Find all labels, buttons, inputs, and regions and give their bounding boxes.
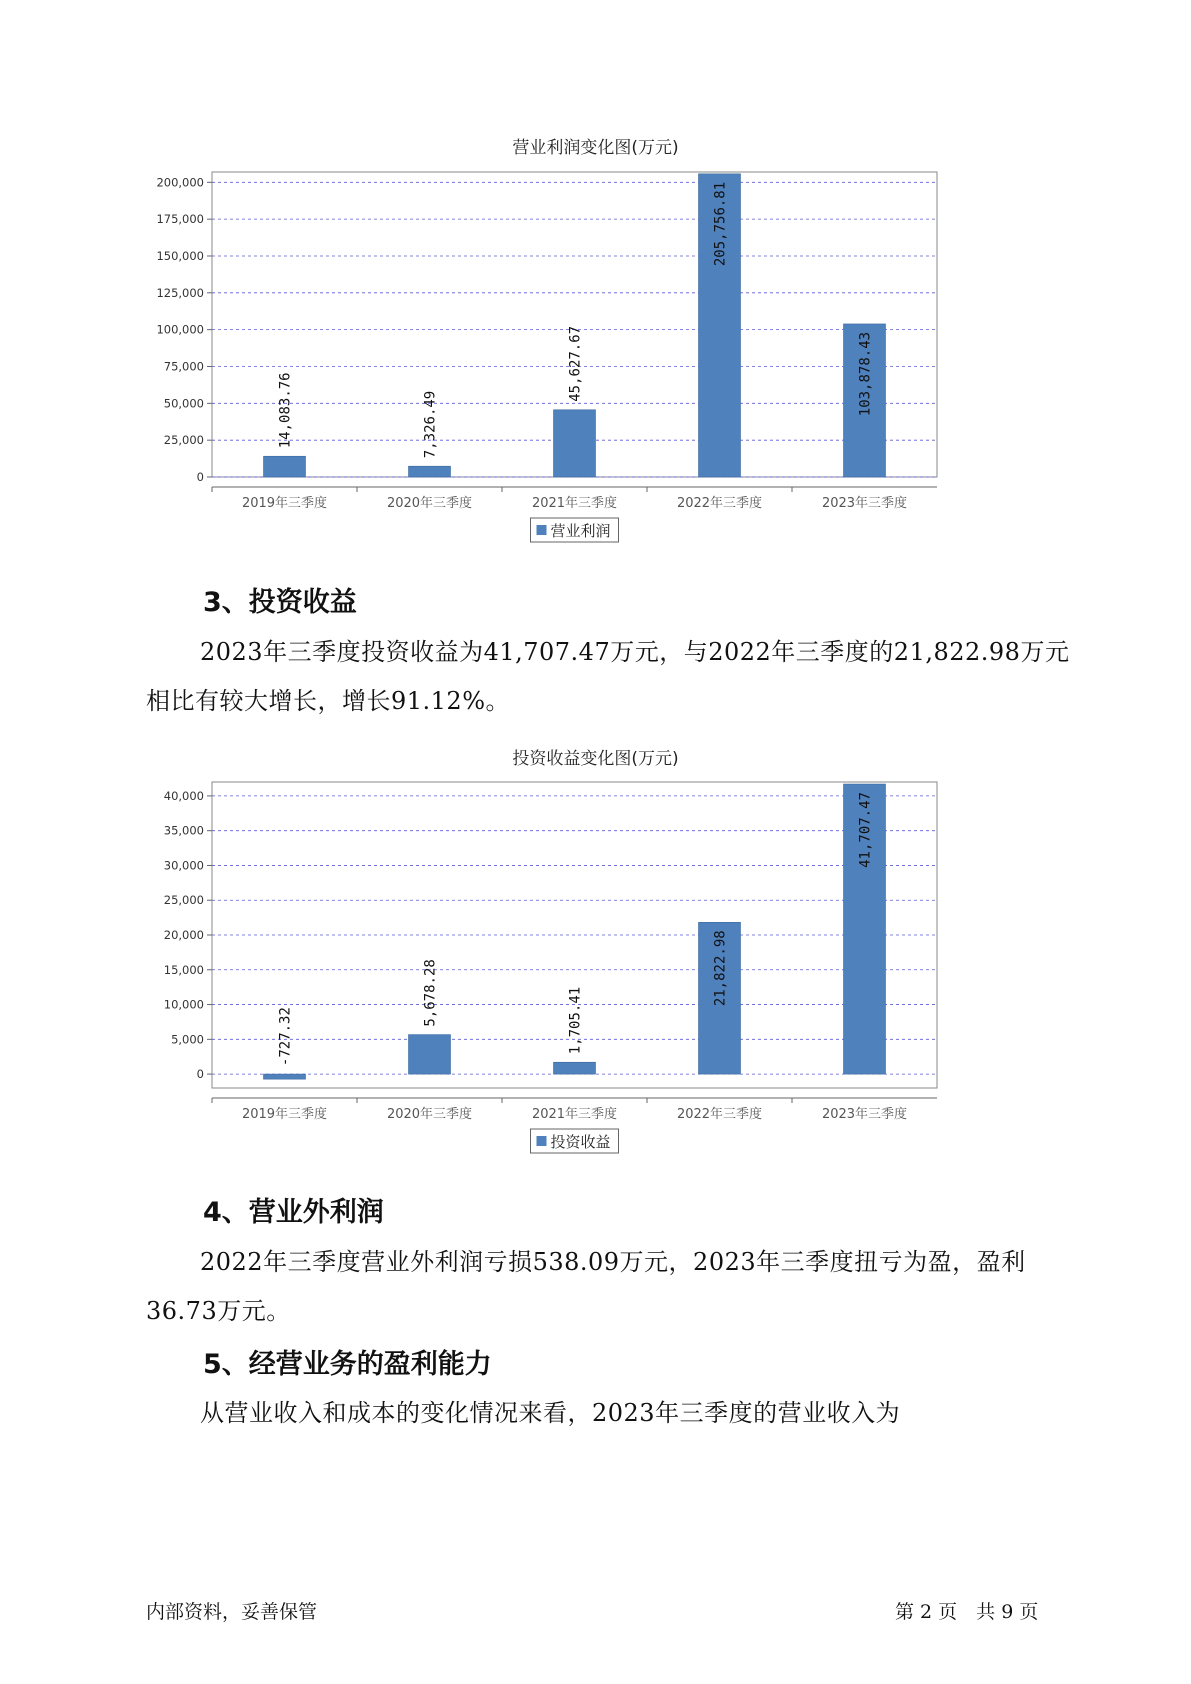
x-tick-label: 2023年三季度 bbox=[821, 496, 908, 511]
y-tick-label: 0 bbox=[196, 470, 204, 484]
data-label: 41,707.47 bbox=[857, 792, 874, 868]
operating-profit-chart bbox=[0, 160, 1191, 580]
data-label: 205,756.81 bbox=[712, 181, 729, 267]
x-tick-label: 2023年三季度 bbox=[821, 1107, 908, 1122]
y-tick-label: 50,000 bbox=[163, 396, 204, 411]
legend-label: 投资收益 bbox=[550, 1133, 611, 1151]
bar bbox=[554, 1062, 596, 1074]
bar bbox=[264, 1074, 306, 1079]
bar bbox=[409, 466, 451, 477]
y-tick-label: 20,000 bbox=[163, 928, 204, 942]
x-tick-label: 2020年三季度 bbox=[386, 1107, 473, 1122]
y-tick-label: 40,000 bbox=[163, 788, 204, 803]
section-heading: 3、投资收益 bbox=[203, 587, 357, 618]
x-tick-label: 2021年三季度 bbox=[531, 1107, 618, 1122]
section-heading: 4、营业外利润 bbox=[203, 1197, 384, 1228]
x-tick-label: 2022年三季度 bbox=[676, 496, 763, 511]
y-tick-label: 35,000 bbox=[163, 823, 204, 838]
y-tick-label: 125,000 bbox=[156, 285, 204, 300]
footer-page-number: 第 2 页 共 9 页 bbox=[895, 1601, 1039, 1623]
x-tick-label: 2021年三季度 bbox=[531, 496, 618, 511]
bar bbox=[554, 410, 596, 477]
data-label: 103,878.43 bbox=[857, 331, 874, 417]
y-tick-label: 25,000 bbox=[163, 433, 204, 448]
legend-label: 营业利润 bbox=[550, 522, 611, 540]
data-label: 5,678.28 bbox=[422, 959, 439, 1027]
footer-confidential-note: 内部资料，妥善保管 bbox=[146, 1601, 318, 1623]
section-heading: 5、经营业务的盈利能力 bbox=[203, 1349, 492, 1380]
legend-swatch bbox=[537, 1136, 547, 1146]
y-tick-label: 150,000 bbox=[156, 248, 204, 263]
x-tick-label: 2020年三季度 bbox=[386, 496, 473, 511]
x-tick-label: 2019年三季度 bbox=[241, 1107, 328, 1122]
y-tick-label: 25,000 bbox=[163, 893, 204, 908]
data-label: 21,822.98 bbox=[712, 930, 729, 1007]
y-tick-label: 200,000 bbox=[156, 175, 204, 190]
y-tick-label: 5,000 bbox=[171, 1032, 204, 1047]
x-tick-label: 2019年三季度 bbox=[241, 496, 328, 511]
x-tick-label: 2022年三季度 bbox=[676, 1107, 763, 1122]
y-tick-label: 75,000 bbox=[163, 359, 204, 374]
data-label: 7,326.49 bbox=[422, 390, 439, 459]
y-tick-label: 30,000 bbox=[163, 858, 204, 873]
section-paragraph: 从营业收入和成本的变化情况来看，2023年三季度的营业收入为 bbox=[200, 1399, 901, 1427]
section-paragraph: 2022年三季度营业外利润亏损538.09万元，2023年三季度扭亏为盈，盈利36.73万元。 bbox=[146, 1248, 1026, 1325]
y-tick-label: 100,000 bbox=[156, 322, 204, 337]
bar bbox=[264, 456, 306, 477]
y-tick-label: 175,000 bbox=[156, 212, 204, 227]
section-paragraph: 2023年三季度投资收益为41,707.47万元，与2022年三季度的21,822.98万元相比有较大增长，增长91.12%。 bbox=[146, 638, 1070, 715]
chart-title: 营业利润变化图(万元) bbox=[512, 138, 679, 158]
data-label: 1,705.41 bbox=[567, 986, 584, 1055]
bar bbox=[409, 1035, 451, 1074]
investment-income-chart bbox=[0, 770, 1191, 1190]
y-tick-label: 10,000 bbox=[163, 997, 204, 1012]
legend-swatch bbox=[537, 525, 547, 535]
y-tick-label: 0 bbox=[196, 1067, 204, 1082]
y-tick-label: 15,000 bbox=[163, 962, 204, 977]
chart-title: 投资收益变化图(万元) bbox=[512, 749, 679, 769]
data-label: 14,083.76 bbox=[277, 372, 294, 449]
data-label: -727.32 bbox=[277, 1007, 294, 1067]
data-label: 45,627.67 bbox=[567, 325, 584, 402]
